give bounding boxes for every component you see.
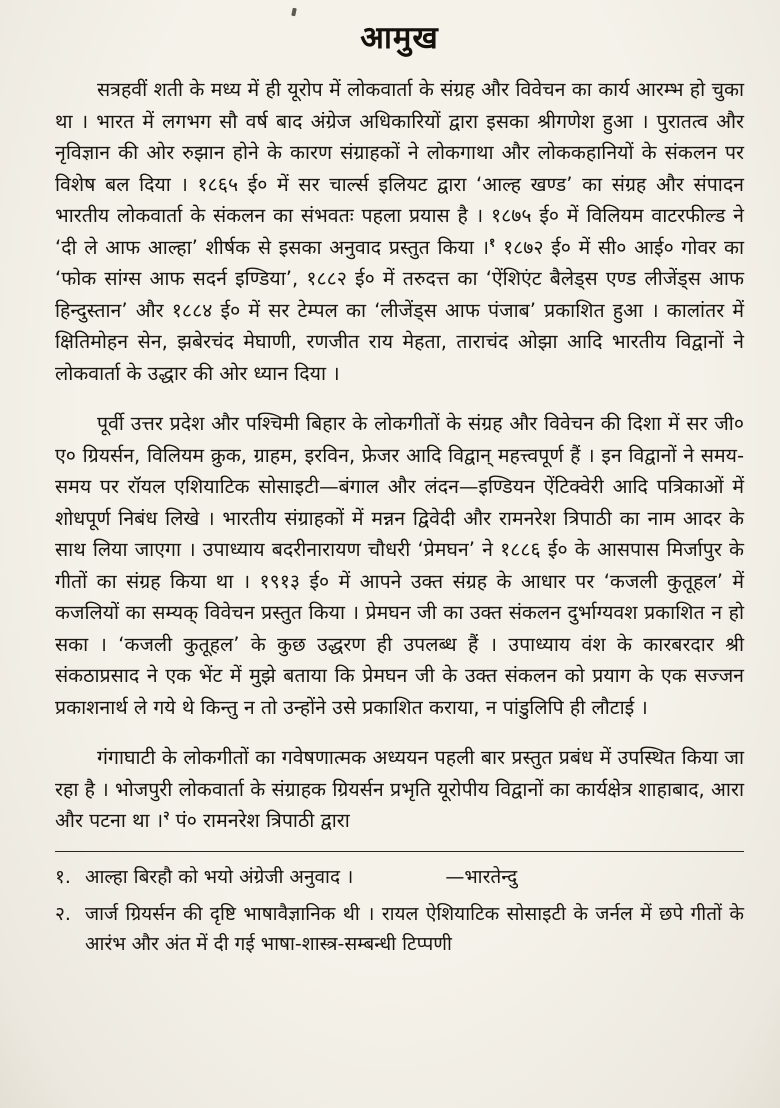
footnote <box>55 862 744 892</box>
footnote-divider <box>55 851 744 852</box>
paragraph <box>55 74 744 389</box>
paragraph-text: पूर्वी उत्तर प्रदेश और पश्चिमी बिहार के लोकगीतों के संग्रह और विवेचन की दिशा में सर जी० ए० ग्रियर्सन, विलियम क्रुक, ग्राहम, इरविन, फ्रेजर आदि विद्वान् महत्त्वपूर्ण हैं । इन विद्वानों ने समय-समय पर रॉयल एशियाटिक सोसाइटी—बंगाल और लंदन—इण्डियन ऐंटिक्वेरी आदि पत्रिकाओं में शोधपूर्ण निबंध लिखे । भारतीय संग्राहकों में मन्नन द्विवेदी और रामनरेश त्रिपाठी का नाम आदर के साथ लिया जाएगा । उपाध्याय बदरीनारायण चौधरी ‘प्रेमघन’ ने १८८६ ई० के आसपास मिर्जापुर के गीतों का संग्रह किया था । १९१३ ई० में आपने उक्त संग्रह के आधार पर ‘कजली कुतूहल’ में कजलियों का सम्यक् विवेचन प्रस्तुत किया । प्रेमघन जी का उक्त संकलन दुर्भाग्यवश प्रकाशित न हो सका । ‘कजली कुतूहल’ के कुछ उद्धरण ही उपलब्ध हैं । उपाध्याय वंश के कारबरदार श्री संकठाप्रसाद ने एक भेंट में मुझे बताया कि प्रेमघन जी के उक्त संकलन को प्रयाग के एक सज्जन प्रकाशनार्थ ले गये थे किन्तु न तो उन्होंने उसे प्रकाशित कराया, न पांडुलिपि ही लौटाई । <box>55 412 744 719</box>
footnote-text: आल्हा बिरहौ को भयो अंग्रेजी अनुवाद । <box>85 865 354 888</box>
page-title: आमुख <box>360 20 439 56</box>
footnote-number: २. <box>55 902 71 925</box>
paragraph <box>55 408 744 723</box>
footnote-attribution: —भारतेन्दु <box>445 865 518 888</box>
body-text <box>55 74 744 837</box>
paragraph-text: गंगाघाटी के लोकगीतों का गवेषणात्मक अध्ययन पहली बार प्रस्तुत प्रबंध में उपस्थित किया जा रहा है । भोजपुरी लोकवार्ता के संग्राहक ग्रियर्सन प्रभृति यूरोपीय विद्वानों का कार्यक्षेत्र शाहाबाद, आरा और पटना था । <box>55 746 744 832</box>
footnote-ref: १ <box>488 235 496 249</box>
footnotes <box>55 862 744 959</box>
footnote <box>55 899 744 959</box>
footnote-number: १. <box>55 865 71 888</box>
paragraph-text: सत्रहवीं शती के मध्य में ही यूरोप में लोकवार्ता के संग्रह और विवेचन का कार्य आरम्भ हो चुका था । भारत में लगभग सौ वर्ष बाद अंग्रेज अधिकारियों द्वारा इसका श्रीगणेश हुआ । पुरातत्व और नृविज्ञान की ओर रुझान होने के कारण संग्राहकों ने लोकगाथा और लोककहानियों के संकलन पर विशेष बल दिया । १८६५ ई० में सर चार्ल्स इलियट द्वारा ‘आल्ह खण्ड’ का संग्रह और संपादन भारतीय लोकवार्ता के संकलन का संभवतः पहला प्रयास है । १८७५ ई० में विलियम वाटरफील्ड ने ‘दी ले आफ आल्हा’ शीर्षक से इसका अनुवाद प्रस्तुत किया । <box>55 78 744 259</box>
footnote-text: जार्ज ग्रियर्सन की दृष्टि भाषावैज्ञानिक थी । रायल ऐशियाटिक सोसाइटी के जर्नल में छपे गीतों के आरंभ और अंत में दी गई भाषा-शास्त्र-सम्बन्धी टिप्पणी <box>85 902 744 955</box>
footnote-body <box>85 862 744 892</box>
footnote-ref: २ <box>163 808 170 823</box>
paragraph-text: १८७२ ई० में सी० आई० गोवर का ‘फोक सांग्स आफ सदर्न इण्डिया’, १८८२ ई० में तरुदत्त का ‘ऐंशिएंट बैलेड्स एण्ड लीजेंड्स आफ हिन्दुस्तान’ और १८८४ ई० में सर टेम्पल का ‘लीजेंड्स आफ पंजाब’ प्रकाशित हुआ । कालांतर में क्षितिमोहन सेन, झबेरचंद मेघाणी, रणजीत राय मेहता, ताराचंद ओझा आदि भारतीय विद्वानों ने लोकवार्ता के उद्धार की ओर ध्यान दिया । <box>55 235 745 385</box>
footnote-body <box>85 899 744 959</box>
paragraph-text: पं० रामनरेश त्रिपाठी द्वारा <box>169 809 350 832</box>
paragraph <box>55 742 744 837</box>
